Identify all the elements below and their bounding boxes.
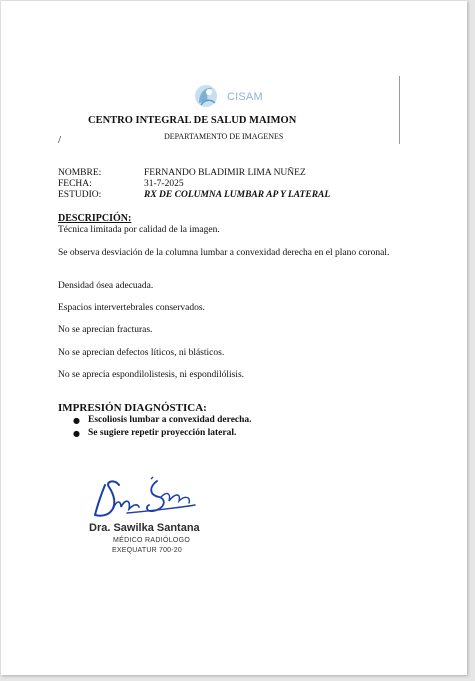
patient-name-label: NOMBRE:: [58, 168, 102, 178]
description-paragraph: Técnica limitada por calidad de la imagen.: [58, 225, 220, 235]
bullet-icon: ●: [73, 416, 80, 425]
description-paragraph: No se aprecian fracturas.: [58, 325, 153, 335]
description-paragraph: No se aprecian defectos líticos, ni blásticos.: [58, 348, 225, 358]
logo-text: CISAM: [227, 91, 263, 103]
impression-item-text: Se sugiere repetir proyección lateral.: [88, 428, 237, 438]
date-label: FECHA:: [58, 179, 92, 189]
report-page: [1, 1, 467, 675]
vertical-divider: [399, 76, 400, 144]
handwritten-signature: [91, 475, 201, 525]
bullet-icon: ●: [73, 429, 80, 438]
description-paragraph: Densidad ósea adecuada.: [58, 281, 154, 291]
impression-item-text: Escoliosis lumbar a convexidad derecha.: [88, 415, 252, 425]
department-name: DEPARTAMENTO DE IMAGENES: [164, 132, 284, 141]
study-value: RX DE COLUMNA LUMBAR AP Y LATERAL: [144, 190, 331, 200]
impression-item: [73, 414, 252, 427]
doctor-name: Dra. Sawilka Santana: [89, 522, 200, 534]
impression-item: [73, 427, 252, 440]
description-paragraph: No se aprecia espondilolistesis, ni espondilólisis.: [58, 370, 245, 380]
date-value: 31-7-2025: [144, 179, 184, 189]
text-cursor-mark: /: [58, 134, 62, 146]
description-paragraph: Se observa desviación de la columna lumbar a convexidad derecha en el plano coronal.: [58, 248, 390, 258]
description-paragraph: Espacios intervertebrales conservados.: [58, 303, 205, 313]
description-title: DESCRIPCIÓN:: [58, 213, 132, 224]
doctor-exequatur: EXEQUATUR 700-20: [112, 547, 182, 554]
doctor-title: MÉDICO RADIÓLOGO: [113, 537, 191, 544]
impression-list: [73, 414, 252, 440]
center-name: CENTRO INTEGRAL DE SALUD MAIMON: [88, 115, 297, 126]
patient-name-value: FERNANDO BLADIMIR LIMA NUÑEZ: [144, 168, 306, 178]
impression-title: IMPRESIÓN DIAGNÓSTICA:: [58, 402, 207, 414]
study-label: ESTUDIO:: [58, 190, 102, 200]
